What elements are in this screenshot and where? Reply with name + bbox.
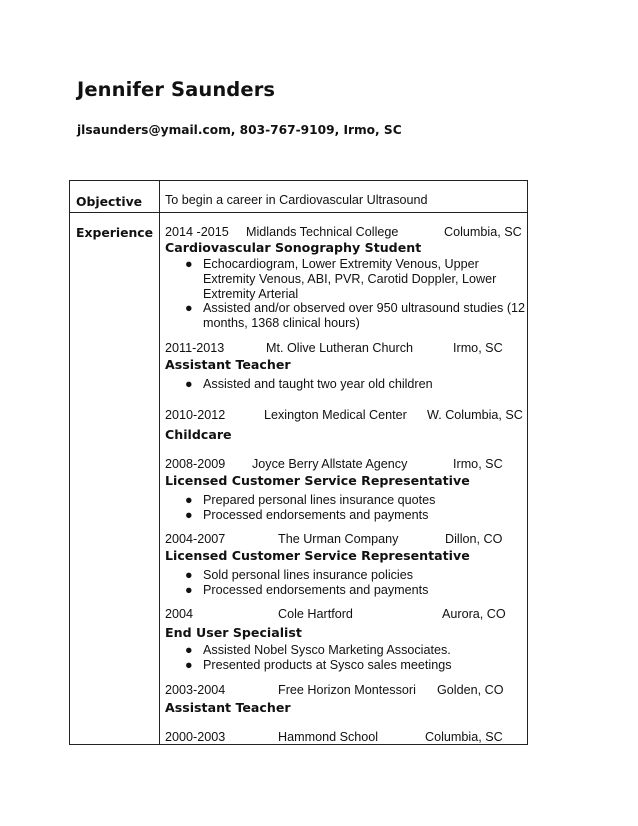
- bullet-icon: ●: [185, 508, 193, 522]
- objective-text: To begin a career in Cardiovascular Ultrasound: [165, 193, 428, 207]
- entry-location: Columbia, SC: [425, 730, 503, 744]
- entry-location: Dillon, CO: [445, 532, 503, 546]
- entry-title: End User Specialist: [165, 625, 302, 640]
- entry-title: Assistant Teacher: [165, 700, 291, 715]
- entry-location: W. Columbia, SC: [427, 408, 523, 422]
- entry-org: Midlands Technical College: [246, 225, 399, 239]
- bullet-icon: ●: [185, 257, 193, 271]
- objective-label: Objective: [76, 194, 143, 209]
- entry-title: Assistant Teacher: [165, 357, 291, 372]
- bullet-icon: ●: [185, 301, 193, 315]
- entry-location: Irmo, SC: [453, 341, 503, 355]
- entry-location: Irmo, SC: [453, 457, 503, 471]
- bullet-icon: ●: [185, 493, 193, 507]
- entry-dates: 2004-2007: [165, 532, 226, 546]
- row-divider: [70, 212, 527, 213]
- entry-dates: 2010-2012: [165, 408, 226, 422]
- entry-location: Columbia, SC: [444, 225, 522, 239]
- bullet-text: Prepared personal lines insurance quotes: [203, 493, 436, 507]
- entry-org: Cole Hartford: [278, 607, 353, 621]
- bullet-icon: ●: [185, 377, 193, 391]
- bullet-text: Assisted and/or observed over 950 ultrasound studies (12 months, 1368 clinical hours): [203, 301, 526, 330]
- bullet-icon: ●: [185, 643, 193, 657]
- bullet-text: Processed endorsements and payments: [203, 508, 429, 522]
- entry-title: Licensed Customer Service Representative: [165, 473, 470, 488]
- bullet-text: Processed endorsements and payments: [203, 583, 429, 597]
- column-divider: [159, 181, 160, 744]
- entry-location: Golden, CO: [437, 683, 504, 697]
- contact-line: jlsaunders@ymail.com, 803-767-9109, Irmo, SC: [77, 123, 402, 137]
- entry-title: Cardiovascular Sonography Student: [165, 240, 422, 255]
- entry-title: Licensed Customer Service Representative: [165, 548, 470, 563]
- bullet-text: Assisted and taught two year old children: [203, 377, 433, 391]
- entry-dates: 2014 -2015: [165, 225, 229, 239]
- entry-dates: 2008-2009: [165, 457, 226, 471]
- bullet-text: Presented products at Sysco sales meetings: [203, 658, 452, 672]
- entry-org: Lexington Medical Center: [264, 408, 407, 422]
- bullet-icon: ●: [185, 583, 193, 597]
- entry-dates: 2000-2003: [165, 730, 226, 744]
- entry-dates: 2011-2013: [165, 341, 225, 355]
- bullet-icon: ●: [185, 658, 193, 672]
- entry-org: The Urman Company: [278, 532, 399, 546]
- experience-label: Experience: [76, 225, 154, 240]
- entry-org: Mt. Olive Lutheran Church: [266, 341, 413, 355]
- entry-dates: 2004: [165, 607, 194, 621]
- entry-org: Free Horizon Montessori: [278, 683, 416, 697]
- bullet-icon: ●: [185, 568, 193, 582]
- bullet-text: Assisted Nobel Sysco Marketing Associates.: [203, 643, 451, 657]
- entry-title: Childcare: [165, 427, 232, 442]
- entry-org: Joyce Berry Allstate Agency: [252, 457, 408, 471]
- resume-name: Jennifer Saunders: [77, 78, 276, 101]
- bullet-text: Echocardiogram, Lower Extremity Venous, Upper Extremity Venous, ABI, PVR, Carotid Doppler, Lower Extremity Arterial: [203, 257, 497, 301]
- entry-location: Aurora, CO: [442, 607, 506, 621]
- entry-dates: 2003-2004: [165, 683, 226, 697]
- bullet-text: Sold personal lines insurance policies: [203, 568, 414, 582]
- entry-org: Hammond School: [278, 730, 379, 744]
